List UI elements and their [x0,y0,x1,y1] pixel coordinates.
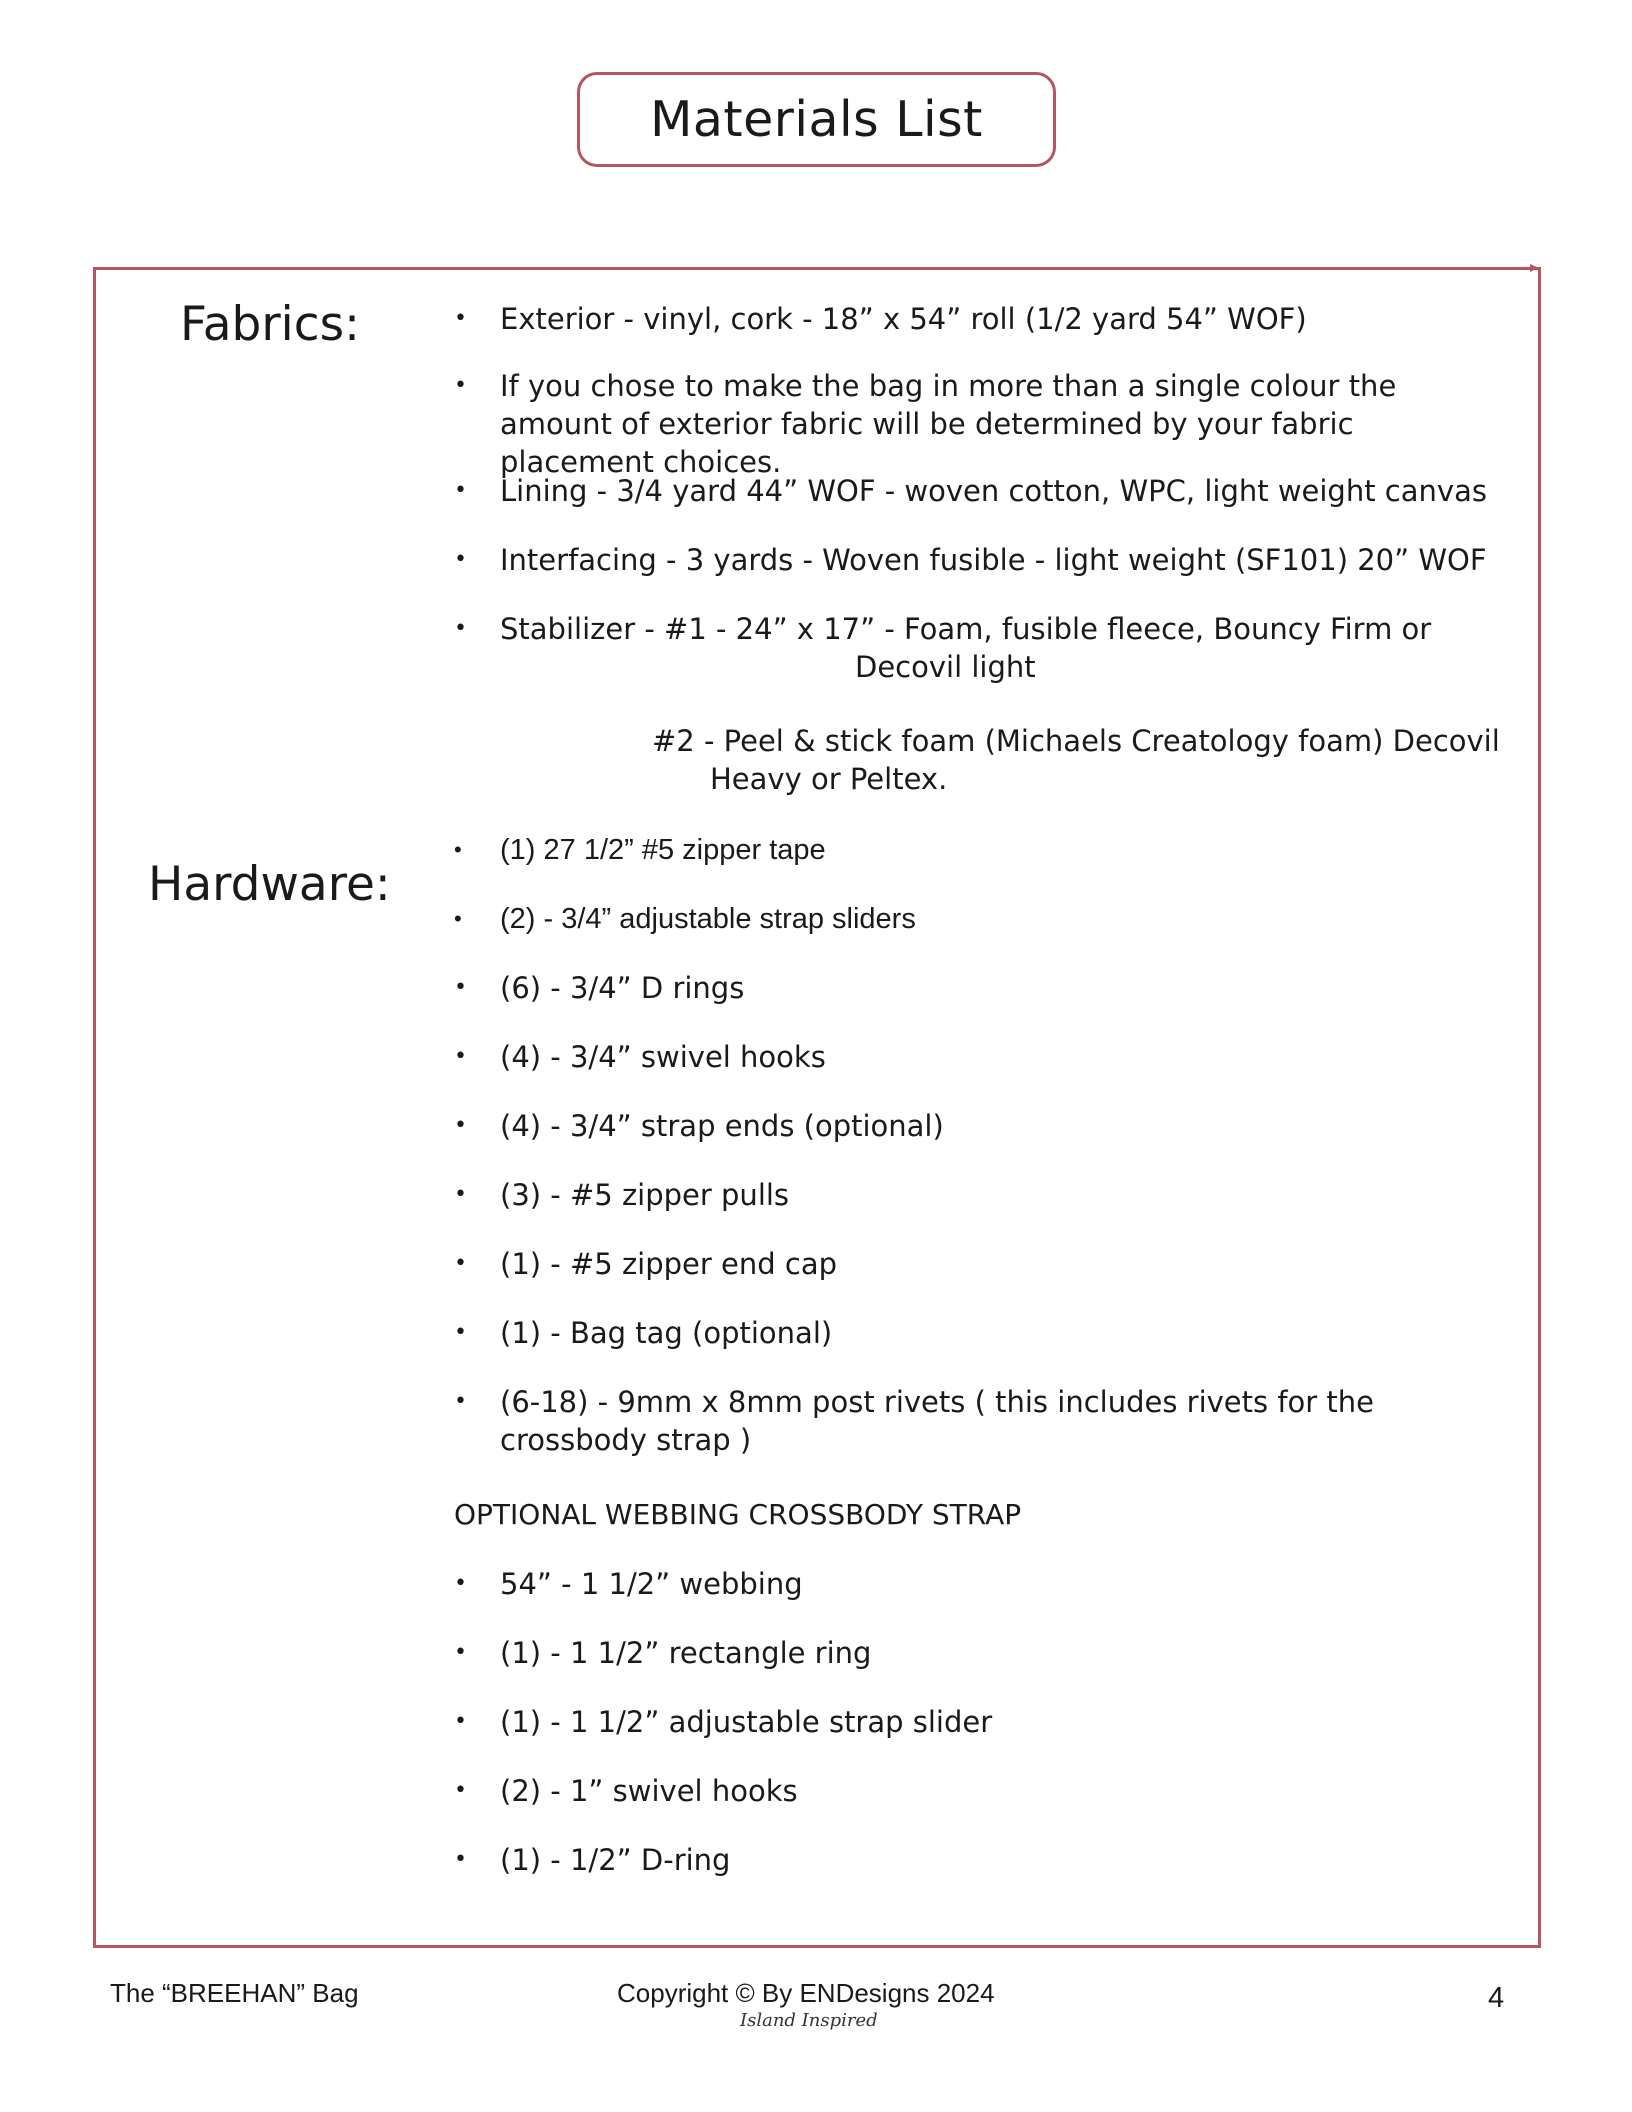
hardware-item: (6-18) - 9mm x 8mm post rivets ( this includes rivets for the crossbody strap ) [500,1385,1375,1457]
fabrics-label: Fabrics: [180,297,360,352]
fabric-item-lining: Lining - 3/4 yard 44” WOF - woven cotton, WPC, light weight canvas [500,474,1487,508]
strap-item: (1) - 1 1/2” rectangle ring [500,1636,872,1670]
bullet: • [454,1320,467,1345]
bullet: • [454,1182,467,1207]
footer-bag-name: The “BREEHAN” Bag [110,1978,359,2008]
bullet: • [454,1113,467,1138]
bullet: • [454,837,462,862]
hardware-item: (2) - 3/4” adjustable strap sliders [500,903,916,935]
strap-item: (1) - 1/2” D-ring [500,1843,731,1877]
bullet: • [454,547,467,572]
bullet: • [454,306,467,331]
strap-item: (2) - 1” swivel hooks [500,1774,798,1808]
fabric-item-exterior: Exterior - vinyl, cork - 18” x 54” roll (1/2 yard 54” WOF) [500,302,1307,336]
fabric-item-interfacing: Interfacing - 3 yards - Woven fusible - light weight (SF101) 20” WOF [500,543,1487,577]
bullet: • [454,975,467,1000]
page-number: 4 [1488,1982,1505,2014]
bullet: • [454,1389,467,1414]
hardware-item: (3) - #5 zipper pulls [500,1178,790,1212]
bullet: • [454,906,462,931]
hardware-item: (4) - 3/4” strap ends (optional) [500,1109,944,1143]
fabric-item-colour-note: If you chose to make the bag in more than a single colour the amount of exterior fabric will be determined by your fabric placement choices. [500,369,1397,479]
stabilizer-1-continuation: Decovil light [855,650,1036,684]
hardware-item: (1) 27 1/2” #5 zipper tape [500,834,826,866]
title-box [577,72,1056,167]
bullet: • [454,1778,467,1803]
page-title: Materials List [650,91,983,148]
strap-heading: OPTIONAL WEBBING CROSSBODY STRAP [454,1498,1022,1531]
bullet: • [454,1044,467,1069]
hardware-item: (1) - #5 zipper end cap [500,1247,837,1281]
bullet: • [454,1571,467,1596]
hardware-label: Hardware: [148,857,391,912]
hardware-item: (6) - 3/4” D rings [500,971,745,1005]
bullet: • [454,478,467,503]
strap-item: 54” - 1 1/2” webbing [500,1567,803,1601]
stabilizer-2-continuation: Heavy or Peltex. [710,762,948,796]
fabric-item-stabilizer-1: Stabilizer - #1 - 24” x 17” - Foam, fusible fleece, Bouncy Firm or [500,612,1432,646]
strap-item: (1) - 1 1/2” adjustable strap slider [500,1705,993,1739]
bullet: • [454,1847,467,1872]
footer-tagline: Island Inspired [740,2010,878,2031]
hardware-item: (1) - Bag tag (optional) [500,1316,833,1350]
bullet: • [454,616,467,641]
bullet: • [454,1709,467,1734]
frame-corner-mark [1530,264,1539,272]
bullet: • [454,1251,467,1276]
stabilizer-2: #2 - Peel & stick foam (Michaels Creatology foam) Decovil [652,724,1500,758]
bullet: • [454,373,467,398]
bullet: • [454,1640,467,1665]
hardware-item: (4) - 3/4” swivel hooks [500,1040,826,1074]
footer-copyright: Copyright © By ENDesigns 2024 [617,1978,995,2008]
